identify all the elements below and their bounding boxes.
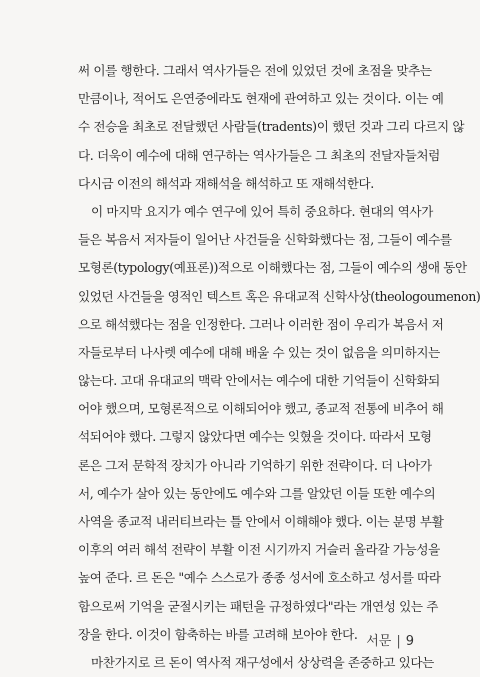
footer-separator: | [396, 634, 401, 649]
text-line: 어야 했으며, 모형론적으로 이해되어야 했고, 종교적 전통에 비추어 해 [78, 401, 444, 417]
text-line: 높여 준다. 르 돈은 "예수 스스로가 종종 성서에 호소하고 성서를 따라 [78, 570, 441, 586]
body-text [78, 57, 480, 677]
text-line: 않는다. 고대 유대교의 맥락 안에서는 예수에 대한 기억들이 신학화되 [78, 373, 440, 389]
text-line: 수 전승을 최초로 전달했던 사람들(tradents)이 했던 것과 그리 다르지 않 [78, 119, 465, 135]
text-line: 으로 해석했다는 점을 인정한다. 그러나 이러한 점이 우리가 복음서 저 [78, 316, 444, 332]
text-line: 있었던 사건들을 영적인 텍스트 혹은 유대교적 신학사상(theologoumenon) [78, 288, 480, 304]
text-line: 들은 복음서 저자들이 일어난 사건들을 신학화했다는 점, 그들이 예수를 [78, 232, 452, 248]
page-number: 9 [405, 634, 414, 649]
text-line: 다. 더욱이 예수에 대해 연구하는 역사가들은 그 최초의 전달자들처럼 [78, 147, 440, 163]
text-line: 다시금 이전의 해석과 재해석을 해석하고 또 재해석한다. [78, 175, 374, 191]
text-line: 석되어야 했다. 그렇지 않았다면 예수는 잊혔을 것이다. 따라서 모형 [78, 429, 432, 445]
text-line: 만큼이나, 적어도 은연중에라도 현재에 관여하고 있는 것이다. 이는 예 [78, 91, 444, 107]
section-title: 서문 [366, 634, 392, 649]
text-line: 장을 한다. 이것이 함축하는 바를 고려해 보아야 한다. [78, 626, 358, 642]
text-line: 함으로써 기억을 굳절시키는 패턴을 규정하였다"라는 개연성 있는 주 [78, 598, 439, 614]
page-footer [366, 630, 414, 649]
text-line: 써 이를 행한다. 그래서 역사가들은 전에 있었던 것에 초점을 맞추는 [78, 63, 432, 78]
text-line: 모형론(typology(예표론))적으로 이해했다는 점, 그들이 예수의 생애 동안 [78, 260, 467, 276]
text-line: 사역을 종교적 내러티브라는 틀 안에서 이해해야 했다. 이는 분명 부활 [78, 514, 444, 529]
paragraph-start-line: 마찬가지로 르 돈이 역사적 재구성에서 상상력을 존중하고 있다는 [91, 654, 434, 670]
text-line: 이후의 여러 해석 전략이 부활 이전 시기까지 거슬러 올라갈 가능성을 [78, 542, 440, 558]
text-line: 론은 그저 문학적 장치가 아니라 기억하기 위한 전략이다. 더 나아가 [78, 457, 432, 473]
paragraph-start-line: 이 마지막 요지가 예수 연구에 있어 특히 중요하다. 현대의 역사가 [91, 203, 433, 219]
text-line: 자들로부터 나사렛 예수에 대해 배울 수 있는 것이 없음을 의미하지는 [78, 344, 440, 360]
text-line: 서, 예수가 살아 있는 동안에도 예수와 그를 알았던 이들 또한 예수의 [78, 485, 436, 501]
